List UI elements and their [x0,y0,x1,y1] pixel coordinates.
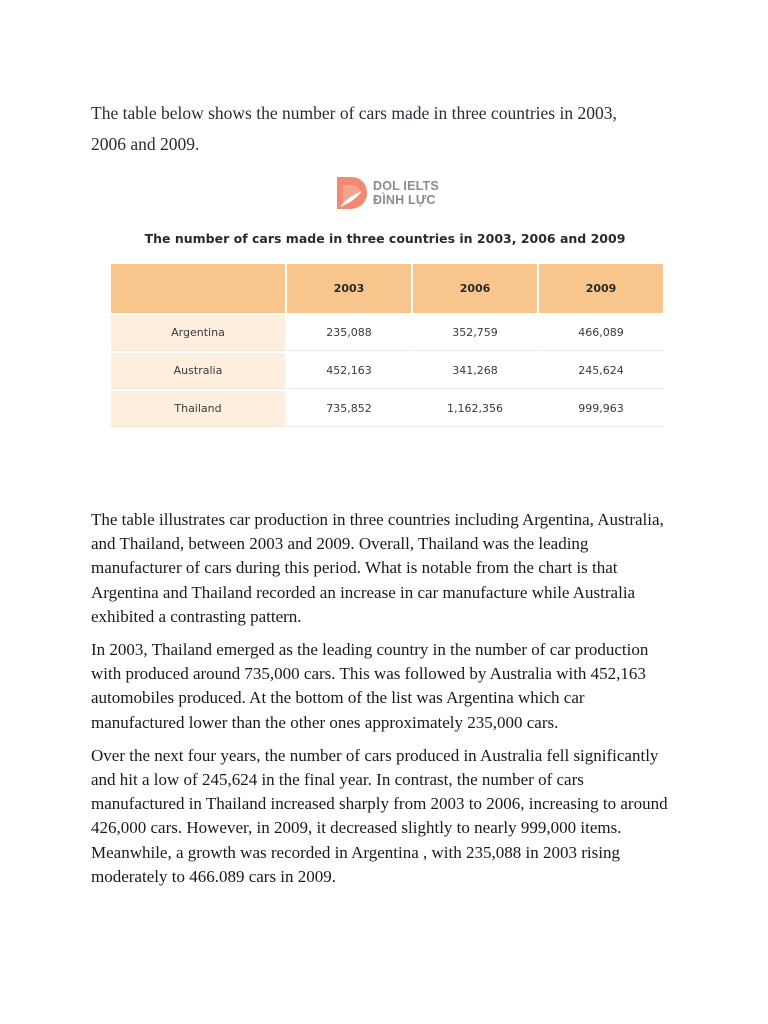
task-prompt-line-1: The table below shows the number of cars made in three countries in 2003, [91,103,617,123]
logo-line-1: DOL IELTS [373,179,439,193]
table-row [111,353,663,389]
essay-paragraph-2: In 2003, Thailand emerged as the leading country in the number of car production with produced around 735,000 cars. This was followed by Australia with 452,163 automobiles produced. At the bottom of the list was Argentina which car manufactured lower than the other ones approximately 235,000 cars. [91,640,649,732]
dol-logo-icon [333,173,369,213]
header-cell-2009: 2009 [539,264,663,313]
logo-text [373,179,439,207]
header-cell-2003: 2003 [287,264,411,313]
table-title: The number of cars made in three countries in 2003, 2006 and 2009 [144,231,626,246]
header-cell-blank [111,264,285,313]
table-row [111,391,663,427]
table-cell: 235,088 [287,315,411,351]
row-label-thailand: Thailand [111,391,285,427]
car-production-table [109,262,665,429]
task-prompt [91,98,681,160]
brand-logo [333,172,439,214]
table-cell: 1,162,356 [413,391,537,427]
header-cell-2006: 2006 [413,264,537,313]
table-cell: 352,759 [413,315,537,351]
row-label-australia: Australia [111,353,285,389]
table-cell: 466,089 [539,315,663,351]
task-prompt-line-2: 2006 and 2009. [91,134,200,154]
table-cell: 245,624 [539,353,663,389]
table-cell: 341,268 [413,353,537,389]
essay-body [91,508,681,898]
logo-line-2: ĐÌNH LỰC [373,193,436,207]
table-cell: 452,163 [287,353,411,389]
table-figure [95,160,675,495]
row-label-argentina: Argentina [111,315,285,351]
essay-paragraph-1: The table illustrates car production in three countries including Argentina, Australia, and Thailand, between 2003 and 2009. Overall, Thailand was the leading manufacturer of cars during this period. What is notable from the chart is that Argentina and Thailand recorded an increase in car manufacture while Australia exhibited a contrasting pattern. [91,510,664,626]
table-cell: 999,963 [539,391,663,427]
table-header-row [111,264,663,313]
essay-paragraph-3: Over the next four years, the number of cars produced in Australia fell significantly and hit a low of 245,624 in the final year. In contrast, the number of cars manufactured in Thailand increased sharply from 2003 to 2006, increasing to around 426,000 cars. However, in 2009, it decreased slightly to nearly 999,000 items. Meanwhile, a growth was recorded in Argentina , with 235,088 in 2003 rising moderately to 466.089 cars in 2009. [91,745,668,886]
table-row [111,315,663,351]
table-cell: 735,852 [287,391,411,427]
